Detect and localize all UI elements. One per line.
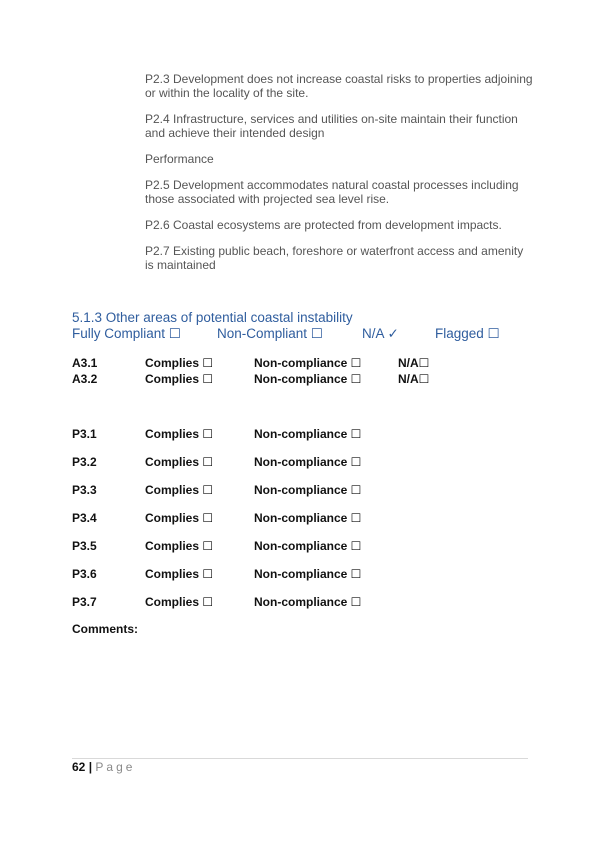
acceptable-row [72,356,532,370]
complies-checkbox[interactable]: Complies ☐ [145,595,214,609]
complies-checkbox[interactable]: Complies ☐ [145,483,214,497]
na-checkbox[interactable]: N/A☐ [398,372,430,386]
noncompliance-checkbox[interactable]: Non-compliance ☐ [254,455,362,469]
noncompliance-checkbox[interactable]: Non-compliance ☐ [254,567,362,581]
complies-checkbox[interactable]: Complies ☐ [145,567,214,581]
page-number: 62 [72,760,86,774]
complies-checkbox[interactable]: Complies ☐ [145,511,214,525]
paragraph-p2-7: P2.7 Existing public beach, foreshore or waterfront access and amenity is maintained [145,244,524,272]
complies-checkbox[interactable]: Complies ☐ [145,356,214,370]
row-id: P3.4 [72,511,97,525]
page-footer [72,760,135,774]
complies-checkbox[interactable]: Complies ☐ [145,455,214,469]
noncompliance-checkbox[interactable]: Non-compliance ☐ [254,372,362,386]
row-id: P3.7 [72,595,97,609]
paragraph-p2-6: P2.6 Coastal ecosystems are protected from development impacts. [145,218,502,232]
noncompliance-checkbox[interactable]: Non-compliance ☐ [254,427,362,441]
row-id: P3.5 [72,539,97,553]
performance-row [72,539,532,553]
paragraph-p2-5: P2.5 Development accommodates natural coastal processes including those associated with projected sea level rise. [145,178,519,206]
status-fully-compliant[interactable]: Fully Compliant ☐ [72,326,181,341]
row-id: P3.1 [72,427,97,441]
performance-row [72,455,532,469]
acceptable-row [72,372,532,386]
performance-row [72,483,532,497]
status-na[interactable]: N/A ✓ [362,326,399,341]
page-word: Page [95,760,136,774]
noncompliance-checkbox[interactable]: Non-compliance ☐ [254,356,362,370]
noncompliance-checkbox[interactable]: Non-compliance ☐ [254,511,362,525]
paragraph-performance: Performance [145,152,214,166]
complies-checkbox[interactable]: Complies ☐ [145,539,214,553]
performance-row [72,427,532,441]
paragraph-p2-4: P2.4 Infrastructure, services and utilities on-site maintain their function and achieve their intended design [145,112,518,140]
row-id: A3.1 [72,356,98,370]
performance-row [72,567,532,581]
noncompliance-checkbox[interactable]: Non-compliance ☐ [254,483,362,497]
footer-divider [72,758,528,759]
noncompliance-checkbox[interactable]: Non-compliance ☐ [254,595,362,609]
na-checkbox[interactable]: N/A☐ [398,356,430,370]
row-id: A3.2 [72,372,98,386]
row-id: P3.6 [72,567,97,581]
performance-row [72,511,532,525]
row-id: P3.2 [72,455,97,469]
complies-checkbox[interactable]: Complies ☐ [145,427,214,441]
section-heading: 5.1.3 Other areas of potential coastal instability [72,310,353,325]
row-id: P3.3 [72,483,97,497]
status-flagged[interactable]: Flagged ☐ [435,326,500,341]
paragraph-p2-3: P2.3 Development does not increase coastal risks to properties adjoining or within the locality of the site. [145,72,533,100]
performance-row [72,595,532,609]
comments-label: Comments: [72,622,139,636]
footer-separator: | [88,760,93,774]
complies-checkbox[interactable]: Complies ☐ [145,372,214,386]
noncompliance-checkbox[interactable]: Non-compliance ☐ [254,539,362,553]
status-non-compliant[interactable]: Non-Compliant ☐ [217,326,323,341]
